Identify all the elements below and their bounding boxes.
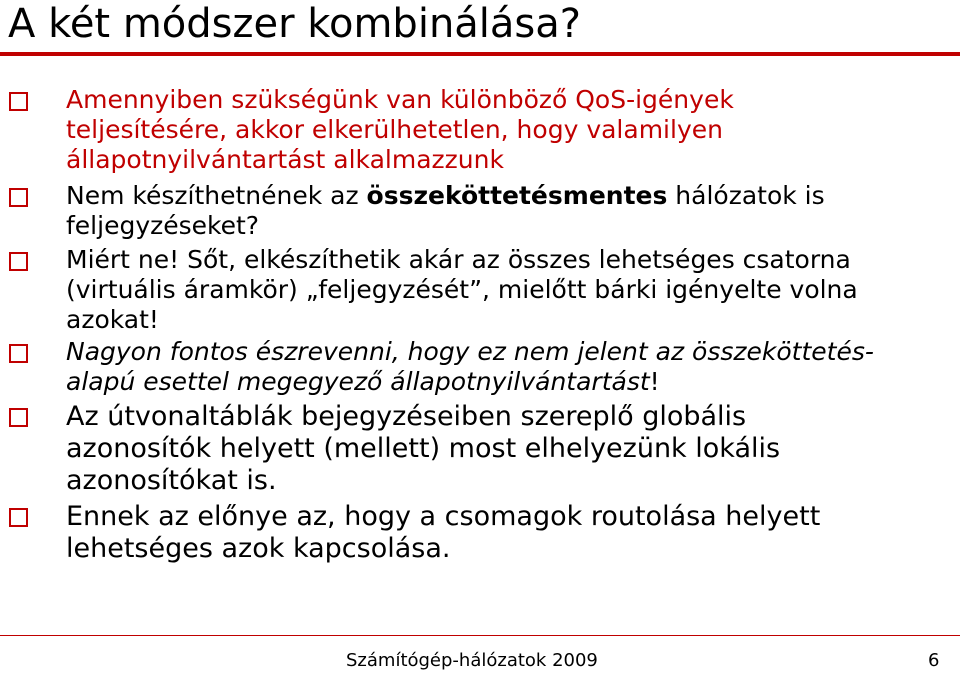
bullet-text-pre: Nem készíthetnének az	[66, 181, 367, 210]
hollow-square-bullet-icon	[9, 188, 28, 207]
title-divider	[0, 52, 960, 56]
footer-label: Számítógép-hálózatok 2009	[346, 650, 598, 671]
hollow-square-bullet-icon	[9, 508, 28, 527]
bullet-item	[0, 85, 886, 175]
footer-divider	[0, 635, 960, 636]
page-number: 6	[928, 650, 940, 671]
slide-title: A két módszer kombinálása?	[8, 1, 582, 47]
hollow-square-bullet-icon	[9, 92, 28, 111]
bullet-item	[0, 337, 886, 397]
hollow-square-bullet-icon	[9, 408, 28, 427]
hollow-square-bullet-icon	[9, 344, 28, 363]
bullet-item	[0, 501, 886, 565]
bullet-text: Miért ne! Sőt, elkészíthetik akár az összes lehetséges csatorna (virtuális áramkör) „feljegyzését”, mielőtt bárki igényelte volna azokat!	[66, 245, 858, 334]
bullet-list	[0, 85, 960, 565]
bullet-text: Az útvonaltáblák bejegyzéseiben szereplő globális azonosítók helyett (mellett) most elhelyezünk lokális azonosítókat is.	[66, 401, 781, 496]
bullet-item	[0, 181, 886, 241]
hollow-square-bullet-icon	[9, 252, 28, 271]
bullet-text-bold: összeköttetésmentes	[366, 181, 668, 210]
bullet-text-tail: !	[649, 367, 660, 396]
bullet-item	[0, 401, 886, 497]
bullet-text-italic: Nagyon fontos észrevenni, hogy ez nem jelent az összeköttetés-alapú esettel megegyező állapotnyilvántartást	[66, 337, 874, 396]
bullet-text: Amennyiben szükségünk van különböző QoS-igények teljesítésére, akkor elkerülhetetlen, hogy valamilyen állapotnyilvántartást alkalmazzunk	[66, 85, 734, 174]
bullet-item	[0, 245, 886, 335]
bullet-text: Ennek az előnye az, hogy a csomagok routolása helyett lehetséges azok kapcsolása.	[66, 501, 821, 564]
bullet-text-post: hálózatok is feljegyzéseket?	[66, 181, 825, 240]
